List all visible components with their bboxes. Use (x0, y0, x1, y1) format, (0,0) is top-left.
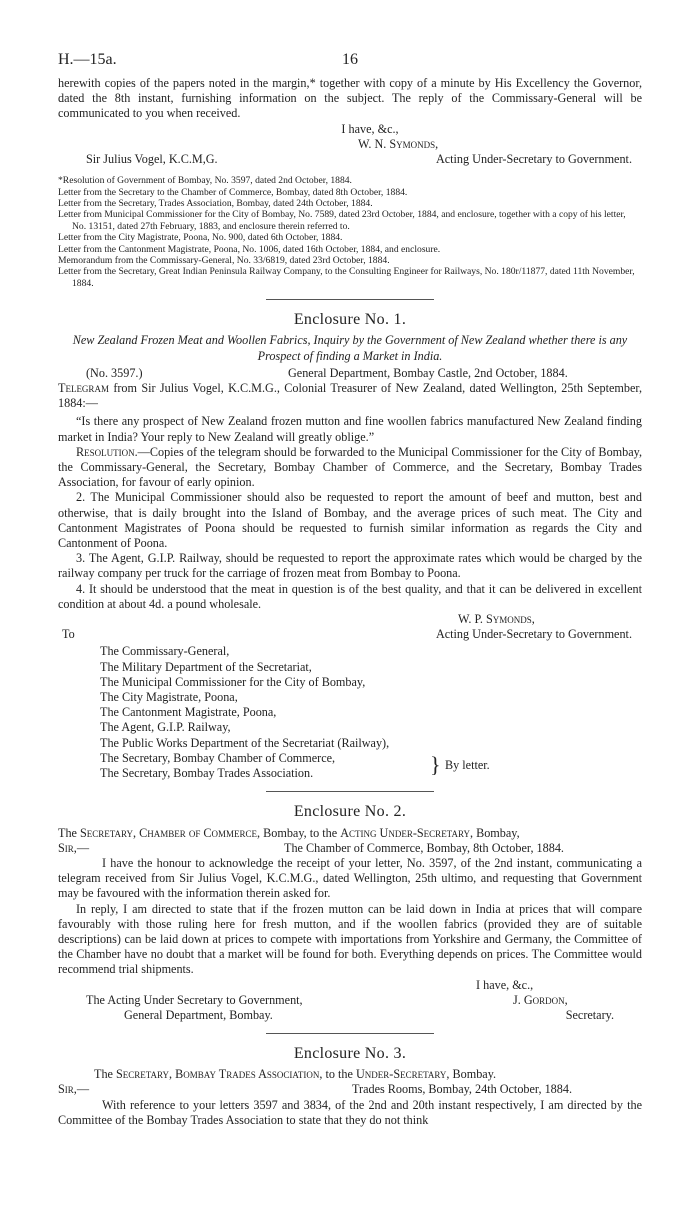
enclosure-2-para-2: In reply, I am directed to state that if the frozen mutton can be laid down in India at prices that will compare favourably with those ruling here for fresh mutton, and if the woollen fabrics (provided they are of suitable descriptions) can be laid down at prices to compete with importations from Yorkshire and Germany, the Committee of the Chamber have no doubt that a market will be found for both. Everything depends on prices. The Committee would recommend trial shipments. (58, 901, 642, 977)
enclosure-2-place-date: The Chamber of Commerce, Bombay, 8th October, 1884. (284, 840, 564, 855)
enclosure-2-address-row-2 (58, 1008, 642, 1023)
brace-glyph: } (430, 751, 441, 777)
resolution-label: Resolution. (76, 444, 138, 459)
enclosure-1-signatory: W. P. Symonds, (458, 612, 535, 627)
enclosure-1-resolution: Resolution.—Copies of the telegram should be forwarded to the Municipal Commissioner for the City of Bombay, the Commissary-General, the Secretary, Bombay Chamber of Commerce, and the Secretary, Bombay Trades Association, for favour of early opinion. (58, 444, 642, 490)
recipient: The Cantonment Magistrate, Poona, (100, 705, 277, 720)
enclosure-1-para-2: 2. The Municipal Commissioner should also be requested to report the amount of beef and mutton, best and otherwise, that is daily brought into the Island of Bombay, and the average prices of such meat. The City and Cantonment Magistrates of Poona should be requested to furnish similar information as regards the City and Cantonment of Poona. (58, 490, 642, 551)
enclosure-2-para-1: I have the honour to acknowledge the receipt of your letter, No. 3597, of the 2nd instant, communicating a telegram received from Sir Julius Vogel, K.C.M.G., dated Wellington, 25th ultimo, and requesting that Government may be favoured with the information therein asked for. (58, 855, 642, 901)
section-divider (266, 791, 434, 792)
recipient: The Municipal Commissioner for the City of Bombay, (100, 674, 366, 689)
enclosure-2-heading: Enclosure No. 2. (293, 803, 407, 821)
intro-address-row (58, 152, 642, 167)
page-header (58, 52, 642, 76)
intro-signatory: W. N. Symonds, (358, 136, 439, 151)
recipient-list (100, 644, 642, 781)
recipient: The Agent, G.I.P. Railway, (100, 720, 231, 735)
enclosure-1-signatory-title: Acting Under-Secretary to Government. (435, 627, 632, 642)
enclosure-3-salutation: Sir,— (58, 1082, 90, 1097)
intro-signatory-row (58, 137, 642, 152)
footnote: Memorandum from the Commissary-General, No. 33/6819, dated 23rd October, 1884. (58, 255, 390, 267)
enclosure-1-heading: Enclosure No. 1. (293, 311, 407, 329)
intro-signatory-title: Acting Under-Secretary to Government. (435, 152, 632, 166)
enclosure-1-ref-number: (No. 3597.) (86, 365, 143, 380)
recipient: The Military Department of the Secretariat, (100, 659, 312, 674)
recipient: The Secretary, Bombay Trades Association. (100, 766, 314, 781)
enclosure-1-to-row (58, 627, 642, 642)
enclosure-1-ref-dept: General Department, Bombay Castle, 2nd October, 1884. (288, 365, 568, 380)
section-divider (266, 1033, 434, 1034)
recipient: The City Magistrate, Poona, (100, 690, 238, 705)
enclosure-1-telegram: Telegram from Sir Julius Vogel, K.C.M.G., Colonial Treasurer of New Zealand, dated Wellington, 25th September, 1884:— (58, 381, 643, 411)
footnote: Letter from Municipal Commissioner for the City of Bombay, No. 7589, dated 23rd October, 1884, and enclosure, together with a copy of his letter, No. 13151, dated 27th February, 1883, and enclosure therein referred to. (58, 209, 626, 232)
footnote: Letter from the Secretary, Great Indian Peninsula Railway Company, to the Consulting Engineer for Railways, No. 180r/11877, dated 11th November, 1884. (58, 266, 635, 289)
enclosure-2-salutation-row (58, 841, 642, 856)
by-letter-group (100, 751, 642, 781)
intro-addressee: Sir Julius Vogel, K.C.M,G. (86, 152, 218, 166)
recipient: The Secretary, Bombay Chamber of Commerce, (100, 750, 336, 765)
enclosure-2-address-row-1 (58, 993, 642, 1008)
enclosure-1-para-4: 4. It should be understood that the meat in question is of the best quality, and that it can be delivered in excellent condition at about 4d. a pound wholesale. (58, 581, 642, 611)
enclosure-2-signatory-title: Secretary. (565, 1007, 614, 1022)
enclosure-1-reference-row (58, 366, 642, 381)
enclosure-3-heading: Enclosure No. 3. (293, 1045, 407, 1063)
enclosure-1-signatory-row (58, 612, 642, 627)
enclosure-3-route-line: The Secretary, Bombay Trades Association, to the Under-Secretary, Bombay. (94, 1067, 497, 1082)
enclosure-2-salutation: Sir,— (58, 840, 90, 855)
section-divider (266, 299, 434, 300)
enclosure-2-addressee: The Acting Under Secretary to Government, (86, 992, 303, 1007)
enclosure-3-salutation-row (58, 1082, 642, 1097)
recipient: The Commissary-General, (100, 644, 230, 659)
enclosure-3-place-date: Trades Rooms, Bombay, 24th October, 1884. (352, 1082, 573, 1097)
intro-closing: I have, &c., (341, 121, 399, 136)
footnote: Letter from the Secretary to the Chamber of Commerce, Bombay, dated 8th October, 1884. (58, 186, 408, 198)
page-number: 16 (342, 51, 358, 68)
enclosure-2-signatory: J. Gordon, (513, 992, 568, 1007)
enclosure-3-para-1: With reference to your letters 3597 and 3834, of the 2nd and 20th instant respectively, I am directed by the Committee of the Bombay Trades Association to state that they do not think (58, 1097, 642, 1127)
footnote: Letter from the Secretary, Trades Association, Bombay, dated 24th October, 1884. (58, 198, 373, 209)
enclosure-1-quote: “Is there any prospect of New Zealand frozen mutton and fine woollen fabrics manufactured New Zealand finding market in India? Your reply to New Zealand will greatly oblige.” (58, 414, 642, 444)
enclosure-2-closing: I have, &c., (476, 977, 534, 992)
enclosure-1-para-3: 3. The Agent, G.I.P. Railway, should be requested to report the approximate rates which would be charged by the railway company per truck for the carriage of frozen meat from Bombay to Poona. (58, 551, 642, 581)
recipient: The Public Works Department of the Secretariat (Railway), (100, 735, 390, 750)
by-letter-note: By letter. (445, 757, 490, 772)
series-code: H.—15a. (58, 51, 117, 68)
intro-paragraph: herewith copies of the papers noted in the margin,* together with copy of a minute by His Excellency the Governor, dated the 8th instant, furnishing information on the subject. The reply of the Commissary-General will be communicated to you when received. (58, 76, 642, 121)
enclosure-2-route-line: The Secretary, Chamber of Commerce, Bombay, to the Acting Under-Secretary, Bombay, (58, 825, 520, 840)
footnotes (58, 175, 642, 289)
footnote: Letter from the Cantonment Magistrate, Poona, No. 1006, dated 16th October, 1884, and enclosure. (58, 243, 441, 255)
enclosure-1-subtitle: New Zealand Frozen Meat and Woollen Fabrics, Inquiry by the Government of New Zealand whether there is any Prospect of finding a Market in India. (72, 333, 628, 363)
footnote: *Resolution of Government of Bombay, No. 3597, dated 2nd October, 1884. (58, 175, 352, 187)
to-label: To (62, 627, 75, 642)
telegram-label: Telegram (58, 381, 109, 396)
enclosure-2-address-line-2: General Department, Bombay. (124, 1007, 273, 1022)
enclosure-2-closing-row (58, 978, 642, 993)
footnote: Letter from the City Magistrate, Poona, No. 900, dated 6th October, 1884. (58, 232, 343, 244)
